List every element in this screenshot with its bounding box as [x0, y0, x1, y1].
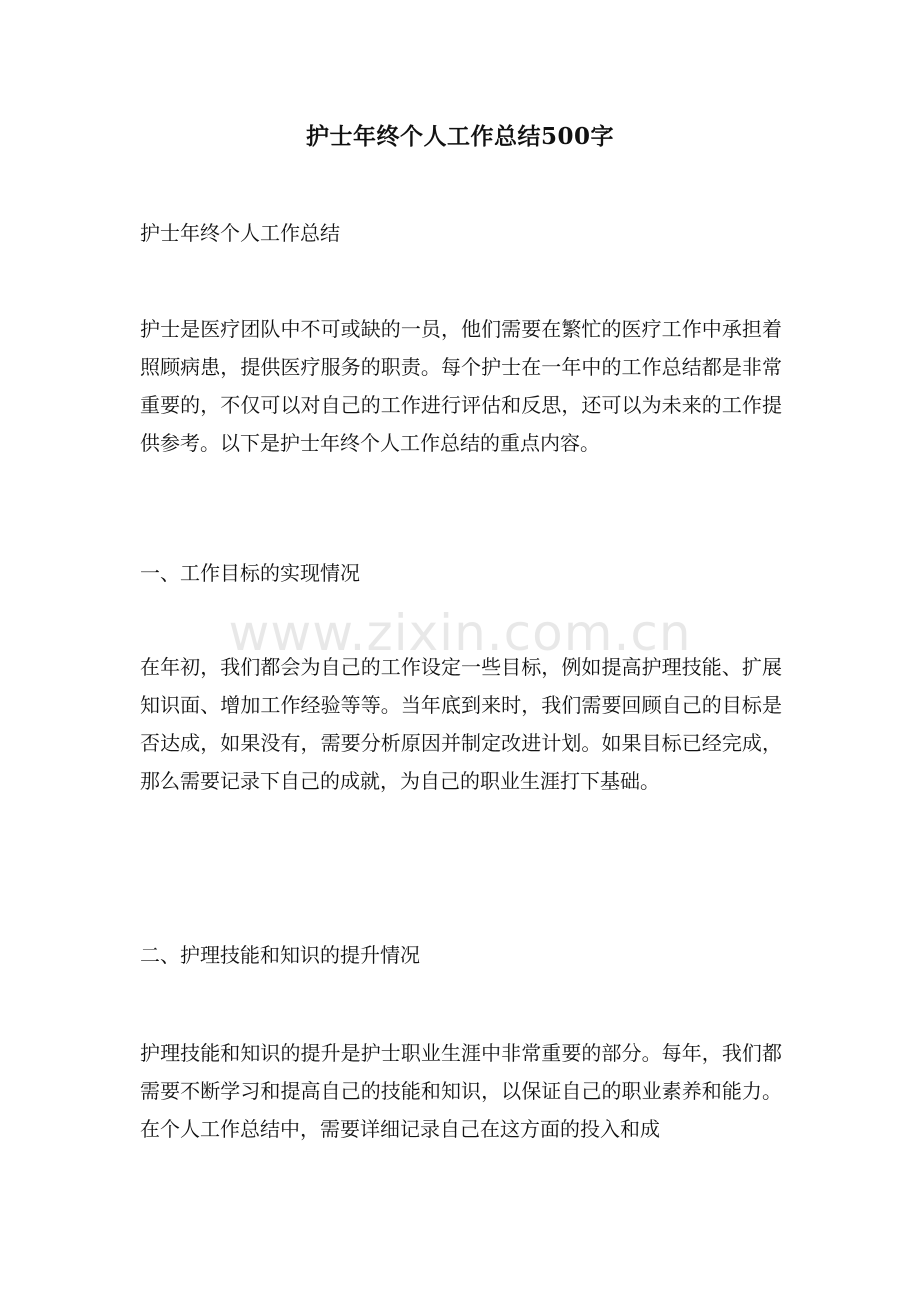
intro-paragraph: 护士是医疗团队中不可或缺的一员，他们需要在繁忙的医疗工作中承担着照顾病患，提供医疗服务的职责。每个护士在一年中的工作总结都是非常重要的，不仅可以对自己的工作进行评估和反思，还可以为未来的工作提供参考。以下是护士年终个人工作总结的重点内容。	[140, 317, 782, 455]
section-1-paragraph: 在年初，我们都会为自己的工作设定一些目标，例如提高护理技能、扩展知识面、增加工作经验等等。当年底到来时，我们需要回顾自己的目标是否达成，如果没有，需要分析原因并制定改进计划。如果目标已经完成，那么需要记录下自己的成就，为自己的职业生涯打下基础。	[140, 655, 782, 793]
section-1-heading: 一、工作目标的实现情况	[140, 561, 360, 585]
document-title: 护士年终个人工作总结500字	[305, 123, 614, 150]
section-2-heading: 二、护理技能和知识的提升情况	[140, 943, 420, 967]
document-subtitle: 护士年终个人工作总结	[140, 221, 340, 245]
watermark: www.zixin.com.cn	[228, 604, 692, 662]
section-2-paragraph: 护理技能和知识的提升是护士职业生涯中非常重要的部分。每年，我们都需要不断学习和提高自己的技能和知识，以保证自己的职业素养和能力。在个人工作总结中，需要详细记录自己在这方面的投入和成	[140, 1041, 782, 1141]
